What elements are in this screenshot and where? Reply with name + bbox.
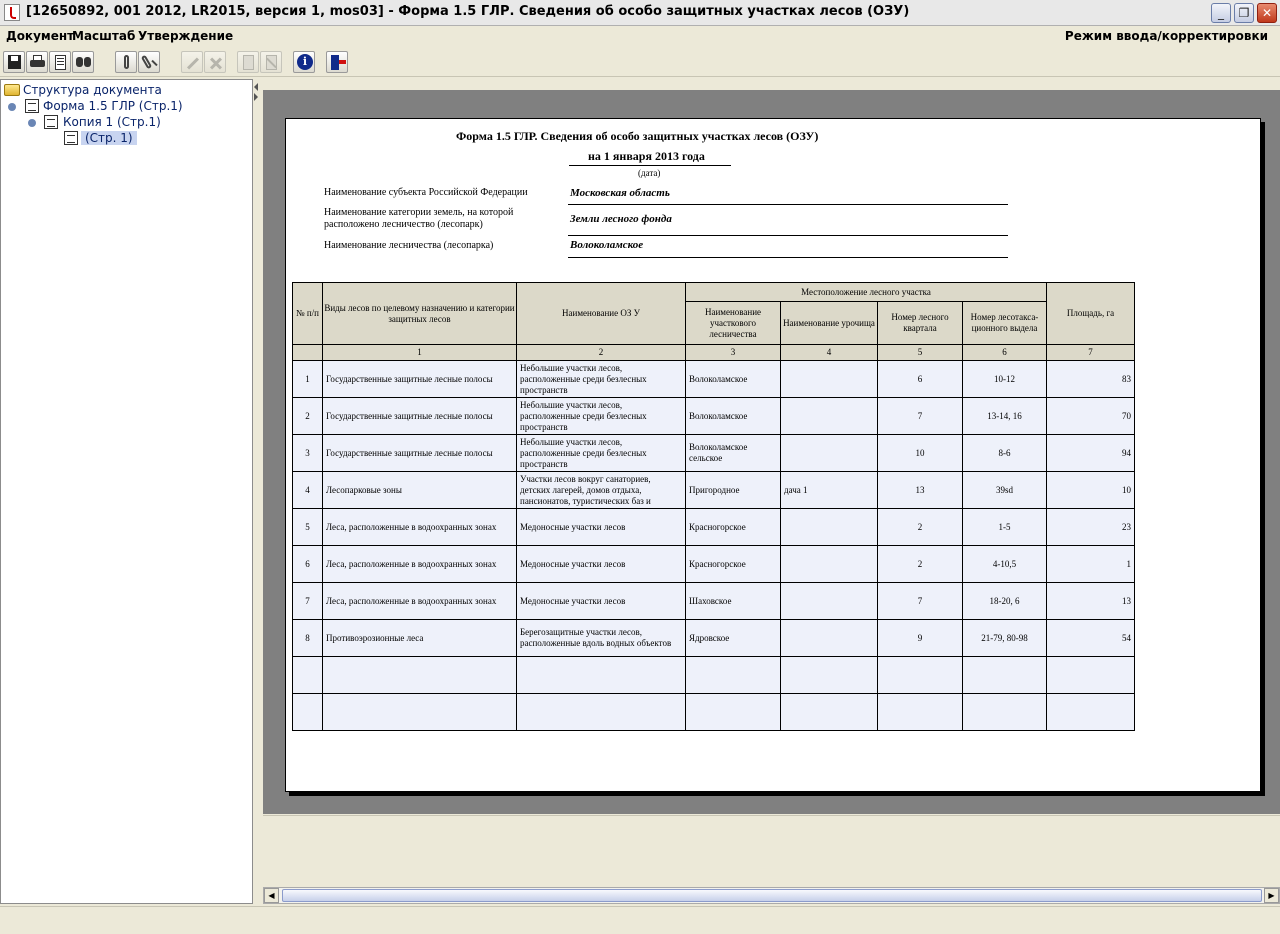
cell-area[interactable]: 13: [1047, 583, 1135, 620]
cell-quarter[interactable]: 10: [878, 435, 963, 472]
cell-forest-type[interactable]: Государственные защитные лесные полосы: [323, 398, 517, 435]
cell-area[interactable]: 23: [1047, 509, 1135, 546]
menu-bar: [0, 27, 1280, 47]
header-quarter: Номер лесного квартала: [878, 302, 963, 345]
field-underline: [568, 204, 1008, 205]
field-label-land-category: Наименование категории земель, на которой расположено лесничество (лесопарк): [324, 207, 514, 230]
cell-ozu-name[interactable]: Медоносные участки лесов: [517, 583, 686, 620]
tree-item-copy[interactable]: [63, 115, 161, 129]
cell-area[interactable]: [1047, 694, 1135, 731]
cell-num[interactable]: 4: [293, 472, 323, 509]
toolbar: [0, 48, 1280, 77]
cell-ozu-name[interactable]: Берегозащитные участки лесов, расположенные вдоль водных объектов: [517, 620, 686, 657]
close-button[interactable]: ✕: [1257, 3, 1277, 23]
title-bar: [0, 0, 1280, 26]
header-location: Местоположение лесного участка: [686, 283, 1047, 302]
header-section: Номер лесотакса-ционного выдела: [963, 302, 1047, 345]
cell-forest-type[interactable]: [323, 657, 517, 694]
menu-approval[interactable]: Утверждение: [138, 29, 234, 43]
cell-section[interactable]: 21-79, 80-98: [963, 620, 1047, 657]
cell-area[interactable]: [1047, 657, 1135, 694]
table-row: [293, 583, 1135, 620]
cell-ozu-name[interactable]: Небольшие участки лесов, расположенные среди безлесных пространств: [517, 435, 686, 472]
ozu-table: [292, 282, 1135, 731]
page-doc-icon: [64, 131, 78, 145]
delete-page-icon[interactable]: [260, 51, 282, 73]
cell-quarter[interactable]: [878, 694, 963, 731]
tree-root-label: Структура документа: [23, 83, 162, 97]
cell-num[interactable]: 2: [293, 398, 323, 435]
cell-district[interactable]: Красногорское: [686, 546, 781, 583]
table-row: [293, 435, 1135, 472]
cell-area[interactable]: 94: [1047, 435, 1135, 472]
tree-toggle-icon[interactable]: [8, 103, 16, 111]
viewport-empty-area: [263, 815, 1280, 887]
preview-icon[interactable]: [49, 51, 71, 73]
scroll-right-button[interactable]: ▶: [1264, 888, 1279, 903]
cell-ozu-name[interactable]: Медоносные участки лесов: [517, 509, 686, 546]
cell-tract[interactable]: [781, 435, 878, 472]
col-number: 4: [781, 345, 878, 361]
cell-district[interactable]: Ядровское: [686, 620, 781, 657]
cell-area[interactable]: 70: [1047, 398, 1135, 435]
header-area: Площадь, га: [1047, 283, 1135, 345]
col-number: [293, 345, 323, 361]
col-number: 1: [323, 345, 517, 361]
field-label-forestry: Наименование лесничества (лесопарка): [324, 240, 494, 251]
cell-forest-type[interactable]: [323, 694, 517, 731]
header-tract: Наименование урочища: [781, 302, 878, 345]
tree-item-form[interactable]: [43, 99, 183, 113]
cell-forest-type[interactable]: Леса, расположенные в водоохранных зонах: [323, 546, 517, 583]
cell-forest-type[interactable]: Противоэрозионные леса: [323, 620, 517, 657]
save-icon[interactable]: [3, 51, 25, 73]
date-caption: (дата): [638, 168, 661, 178]
table-row: [293, 694, 1135, 731]
field-label-subject: Наименование субъекта Российской Федерации: [324, 187, 528, 198]
minimize-button[interactable]: _: [1211, 3, 1231, 23]
cell-forest-type[interactable]: Леса, расположенные в водоохранных зонах: [323, 583, 517, 620]
cell-section[interactable]: 4-10,5: [963, 546, 1047, 583]
page-icon[interactable]: [237, 51, 259, 73]
cell-district[interactable]: [686, 694, 781, 731]
col-number: 7: [1047, 345, 1135, 361]
cell-quarter[interactable]: 7: [878, 583, 963, 620]
menu-scale[interactable]: Масштаб: [72, 29, 136, 43]
col-number: 2: [517, 345, 686, 361]
cell-section[interactable]: 39sd: [963, 472, 1047, 509]
table-row: [293, 472, 1135, 509]
cell-tract[interactable]: [781, 509, 878, 546]
cell-section[interactable]: 10-12: [963, 361, 1047, 398]
collapse-left-icon[interactable]: [254, 83, 258, 91]
table-row: [293, 546, 1135, 583]
header-ozu-name: Наименование ОЗ У: [517, 283, 686, 345]
table-row: [293, 398, 1135, 435]
cell-ozu-name[interactable]: [517, 694, 686, 731]
tree-item-page[interactable]: [81, 131, 137, 145]
cell-num[interactable]: 1: [293, 361, 323, 398]
cell-section[interactable]: 18-20, 6: [963, 583, 1047, 620]
cell-tract[interactable]: [781, 361, 878, 398]
col-number: 3: [686, 345, 781, 361]
field-value-land-category[interactable]: Земли лесного фонда: [570, 213, 672, 225]
collapse-right-icon[interactable]: [254, 93, 258, 101]
cell-district[interactable]: Волоколамское: [686, 361, 781, 398]
cell-ozu-name[interactable]: Небольшие участки лесов, расположенные среди безлесных пространств: [517, 398, 686, 435]
print-icon[interactable]: [26, 51, 48, 73]
mode-label: Режим ввода/корректировки: [1064, 29, 1268, 43]
tree-toggle-icon[interactable]: [28, 119, 36, 127]
field-underline: [568, 235, 1008, 236]
col-number: 6: [963, 345, 1047, 361]
attach-edit-icon[interactable]: [138, 51, 160, 73]
cell-tract[interactable]: дача 1: [781, 472, 878, 509]
find-icon[interactable]: [72, 51, 94, 73]
cell-section[interactable]: [963, 657, 1047, 694]
maximize-button[interactable]: ❐: [1234, 3, 1254, 23]
form-date: на 1 января 2013 года: [588, 149, 705, 163]
folder-open-icon: [4, 84, 20, 96]
cell-quarter[interactable]: 9: [878, 620, 963, 657]
tree-form-label: Форма 1.5 ГЛР (Стр.1): [43, 99, 183, 113]
header-district: Наименование участкового лесничества: [686, 302, 781, 345]
cell-area[interactable]: 1: [1047, 546, 1135, 583]
col-number: 5: [878, 345, 963, 361]
header-num: № п/п: [293, 283, 323, 345]
cell-ozu-name[interactable]: Медоносные участки лесов: [517, 546, 686, 583]
table-row: [293, 509, 1135, 546]
cell-forest-type[interactable]: Государственные защитные лесные полосы: [323, 435, 517, 472]
cell-section[interactable]: 13-14, 16: [963, 398, 1047, 435]
attach-icon[interactable]: [115, 51, 137, 73]
cell-tract[interactable]: [781, 620, 878, 657]
tree-page-label: (Стр. 1): [81, 131, 137, 145]
scroll-left-button[interactable]: ◀: [264, 888, 279, 903]
cell-ozu-name[interactable]: [517, 657, 686, 694]
field-value-subject[interactable]: Московская область: [570, 187, 670, 199]
cell-quarter[interactable]: [878, 657, 963, 694]
cell-section[interactable]: [963, 694, 1047, 731]
exit-icon[interactable]: [326, 51, 348, 73]
cell-quarter[interactable]: 6: [878, 361, 963, 398]
cell-num[interactable]: 5: [293, 509, 323, 546]
cell-num[interactable]: 7: [293, 583, 323, 620]
pen-disabled-icon[interactable]: [204, 51, 226, 73]
java-app-icon: [4, 4, 20, 21]
cell-district[interactable]: [686, 657, 781, 694]
horizontal-scrollbar[interactable]: [263, 887, 1280, 904]
document-page: [285, 118, 1261, 792]
table-row: [293, 657, 1135, 694]
cell-area[interactable]: 10: [1047, 472, 1135, 509]
window-title: [12650892, 001 2012, LR2015, версия 1, mos03] - Форма 1.5 ГЛР. Сведения об особо защитных участках лесов (ОЗУ): [26, 4, 910, 19]
pen-icon[interactable]: [181, 51, 203, 73]
status-bar: [0, 906, 1280, 934]
cell-tract[interactable]: [781, 657, 878, 694]
scroll-thumb[interactable]: [282, 889, 1262, 902]
cell-num[interactable]: [293, 694, 323, 731]
cell-area[interactable]: 83: [1047, 361, 1135, 398]
tree-copy-label: Копия 1 (Стр.1): [63, 115, 161, 129]
cell-ozu-name[interactable]: Участки лесов вокруг санаториев, детских лагерей, домов отдыха, пансионатов, туристических баз и: [517, 472, 686, 509]
cell-quarter[interactable]: 7: [878, 398, 963, 435]
cell-area[interactable]: 54: [1047, 620, 1135, 657]
cell-quarter[interactable]: 13: [878, 472, 963, 509]
form-doc-icon: [25, 99, 39, 113]
cell-tract[interactable]: [781, 546, 878, 583]
tree-root[interactable]: [23, 83, 162, 97]
cell-tract[interactable]: [781, 398, 878, 435]
date-underline: [569, 165, 731, 166]
field-value-forestry[interactable]: Волоколамское: [570, 239, 644, 251]
cell-district[interactable]: Красногорское: [686, 509, 781, 546]
cell-num[interactable]: 3: [293, 435, 323, 472]
cell-forest-type[interactable]: Лесопарковые зоны: [323, 472, 517, 509]
menu-document[interactable]: Документ: [6, 29, 75, 43]
cell-district[interactable]: Волоколамское: [686, 398, 781, 435]
cell-ozu-name[interactable]: Небольшие участки лесов, расположенные среди безлесных пространств: [517, 361, 686, 398]
header-forest-type: Виды лесов по целевому назначению и категории защитных лесов: [323, 283, 517, 345]
field-underline: [568, 257, 1008, 258]
table-row: [293, 361, 1135, 398]
document-structure-panel: [0, 79, 253, 904]
form-title: Форма 1.5 ГЛР. Сведения об особо защитных участках лесов (ОЗУ): [456, 129, 819, 143]
cell-district[interactable]: Волоколамское сельское: [686, 435, 781, 472]
copy-doc-icon: [44, 115, 58, 129]
cell-quarter[interactable]: 2: [878, 546, 963, 583]
cell-section[interactable]: 8-6: [963, 435, 1047, 472]
cell-num[interactable]: [293, 657, 323, 694]
panel-splitter[interactable]: [253, 79, 262, 904]
cell-district[interactable]: Пригородное: [686, 472, 781, 509]
cell-num[interactable]: 6: [293, 546, 323, 583]
cell-num[interactable]: 8: [293, 620, 323, 657]
cell-district[interactable]: Шаховское: [686, 583, 781, 620]
cell-tract[interactable]: [781, 583, 878, 620]
cell-forest-type[interactable]: Леса, расположенные в водоохранных зонах: [323, 509, 517, 546]
info-icon[interactable]: [293, 51, 315, 73]
cell-quarter[interactable]: 2: [878, 509, 963, 546]
info-glyph: i: [297, 54, 313, 70]
table-row: [293, 620, 1135, 657]
cell-tract[interactable]: [781, 694, 878, 731]
cell-section[interactable]: 1-5: [963, 509, 1047, 546]
cell-forest-type[interactable]: Государственные защитные лесные полосы: [323, 361, 517, 398]
